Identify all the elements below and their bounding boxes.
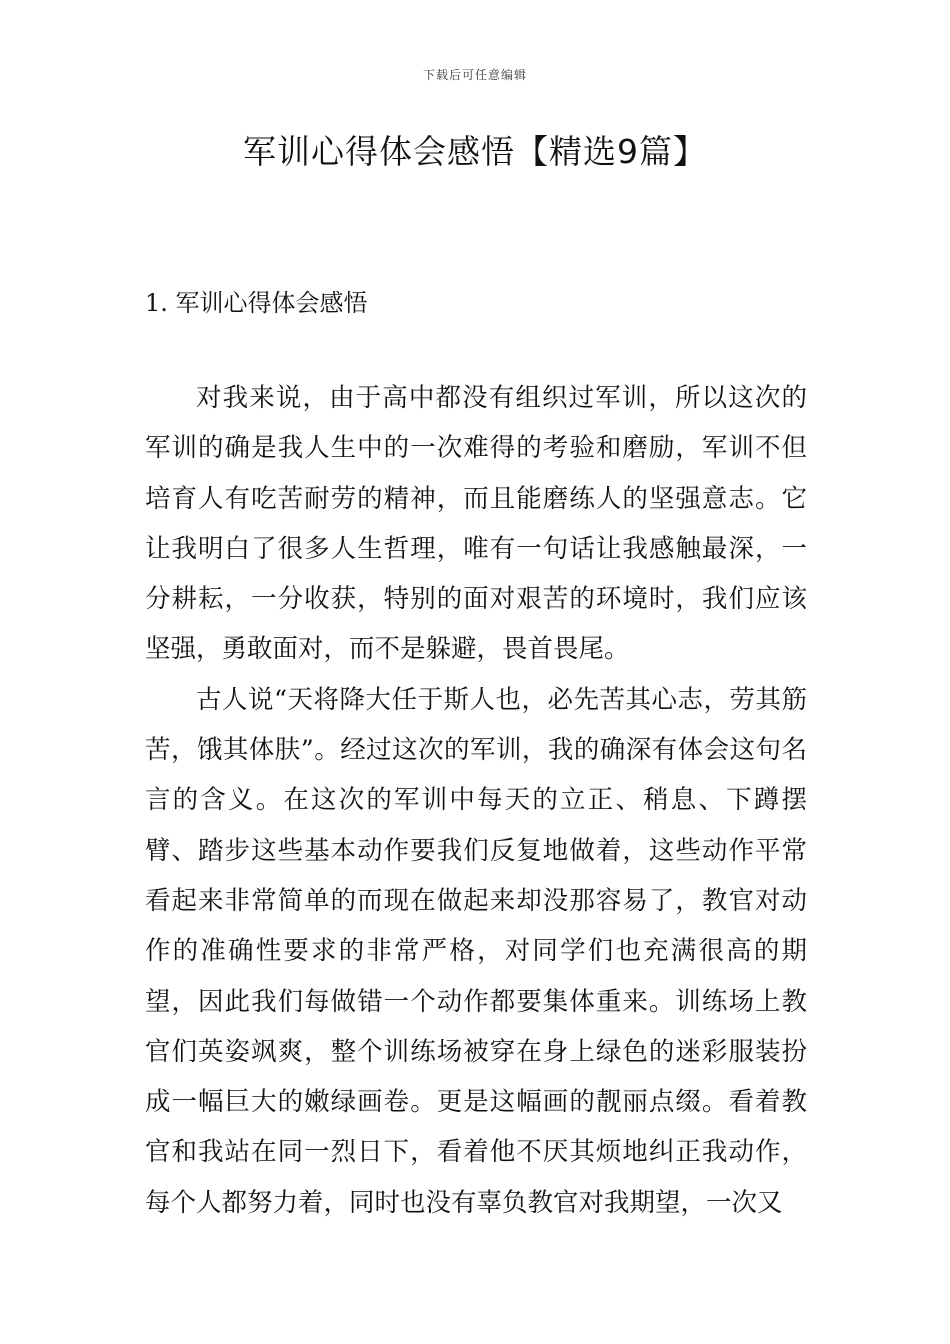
header-note: 下载后可任意编辑 xyxy=(422,68,527,82)
document-title: 军训心得体会感悟【精选9篇】 xyxy=(243,132,707,171)
paragraph-1: 对我来说，由于高中都没有组织过军训，所以这次的军训的确是我人生中的一次难得的考验和磨励，军训不但培育人有吃苦耐劳的精神，而且能磨练人的坚强意志。它让我明白了很多人生哲理，唯有一句话让我感触最深，一分耕耘，一分收获，特别的面对艰苦的环境时，我们应该坚强，勇敢面对，而不是躲避，畏首畏尾。 xyxy=(145,383,807,665)
paragraph-2: 古人说“天将降大任于斯人也，必先苦其心志，劳其筋苦，饿其体肤”。经过这次的军训，我的确深有体会这句名言的含义。在这次的军训中每天的立正、稍息、下蹲摆臂、踏步这些基本动作要我们反复地做着，这些动作平常看起来非常简单的而现在做起来却没那容易了，教官对动作的准确性要求的非常严格，对同学们也充满很高的期望，因此我们每做错一个动作都要集体重来。训练场上教官们英姿飒爽，整个训练场被穿在身上绿色的迷彩服装扮成一幅巨大的嫩绿画卷。更是这幅画的靓丽点缀。看着教官和我站在同一烈日下，看着他不厌其烦地纠正我动作，每个人都努力着，同时也没有辜负教官对我期望，一次又 xyxy=(145,684,807,1218)
body-text xyxy=(145,373,807,1228)
section-heading: 1. 军训心得体会感悟 xyxy=(145,289,368,317)
